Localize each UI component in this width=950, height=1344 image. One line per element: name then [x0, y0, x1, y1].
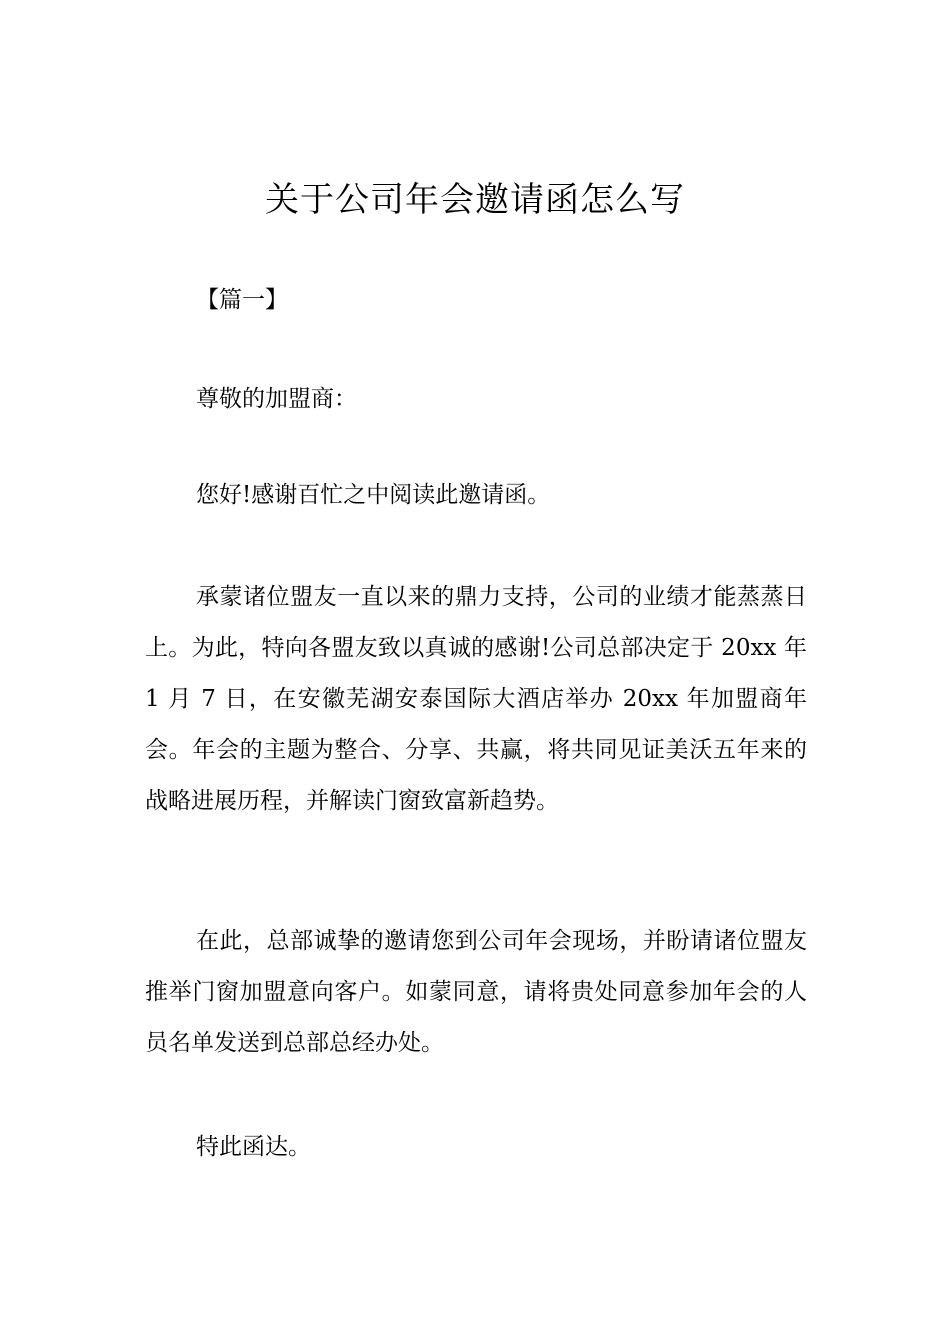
body-paragraph-1: 承蒙诸位盟友一直以来的鼎力支持，公司的业绩才能蒸蒸日上。为此，特向各盟友致以真诚的感谢!公司总部决定于 20xx 年 1 月 7 日，在安徽芜湖安泰国际大酒店举办 20xx 年加盟商年会。年会的主题为整合、分享、共赢，将共同见证美沃五年来的战略进展历程，并解读门窗致富新趋势。 [145, 584, 807, 814]
section-label: 【篇一】 [196, 287, 288, 313]
document-title: 关于公司年会邀请函怎么写 [265, 180, 685, 220]
salutation-paragraph: 尊敬的加盟商： [196, 386, 357, 412]
greeting-paragraph: 您好!感谢百忙之中阅读此邀请函。 [196, 482, 551, 508]
body-paragraph-2: 在此，总部诚挚的邀请您到公司年会现场，并盼请诸位盟友推举门窗加盟意向客户。如蒙同意，请将贵处同意参加年会的人员名单发送到总部总经办处。 [145, 928, 807, 1056]
closing-paragraph: 特此函达。 [196, 1134, 311, 1160]
